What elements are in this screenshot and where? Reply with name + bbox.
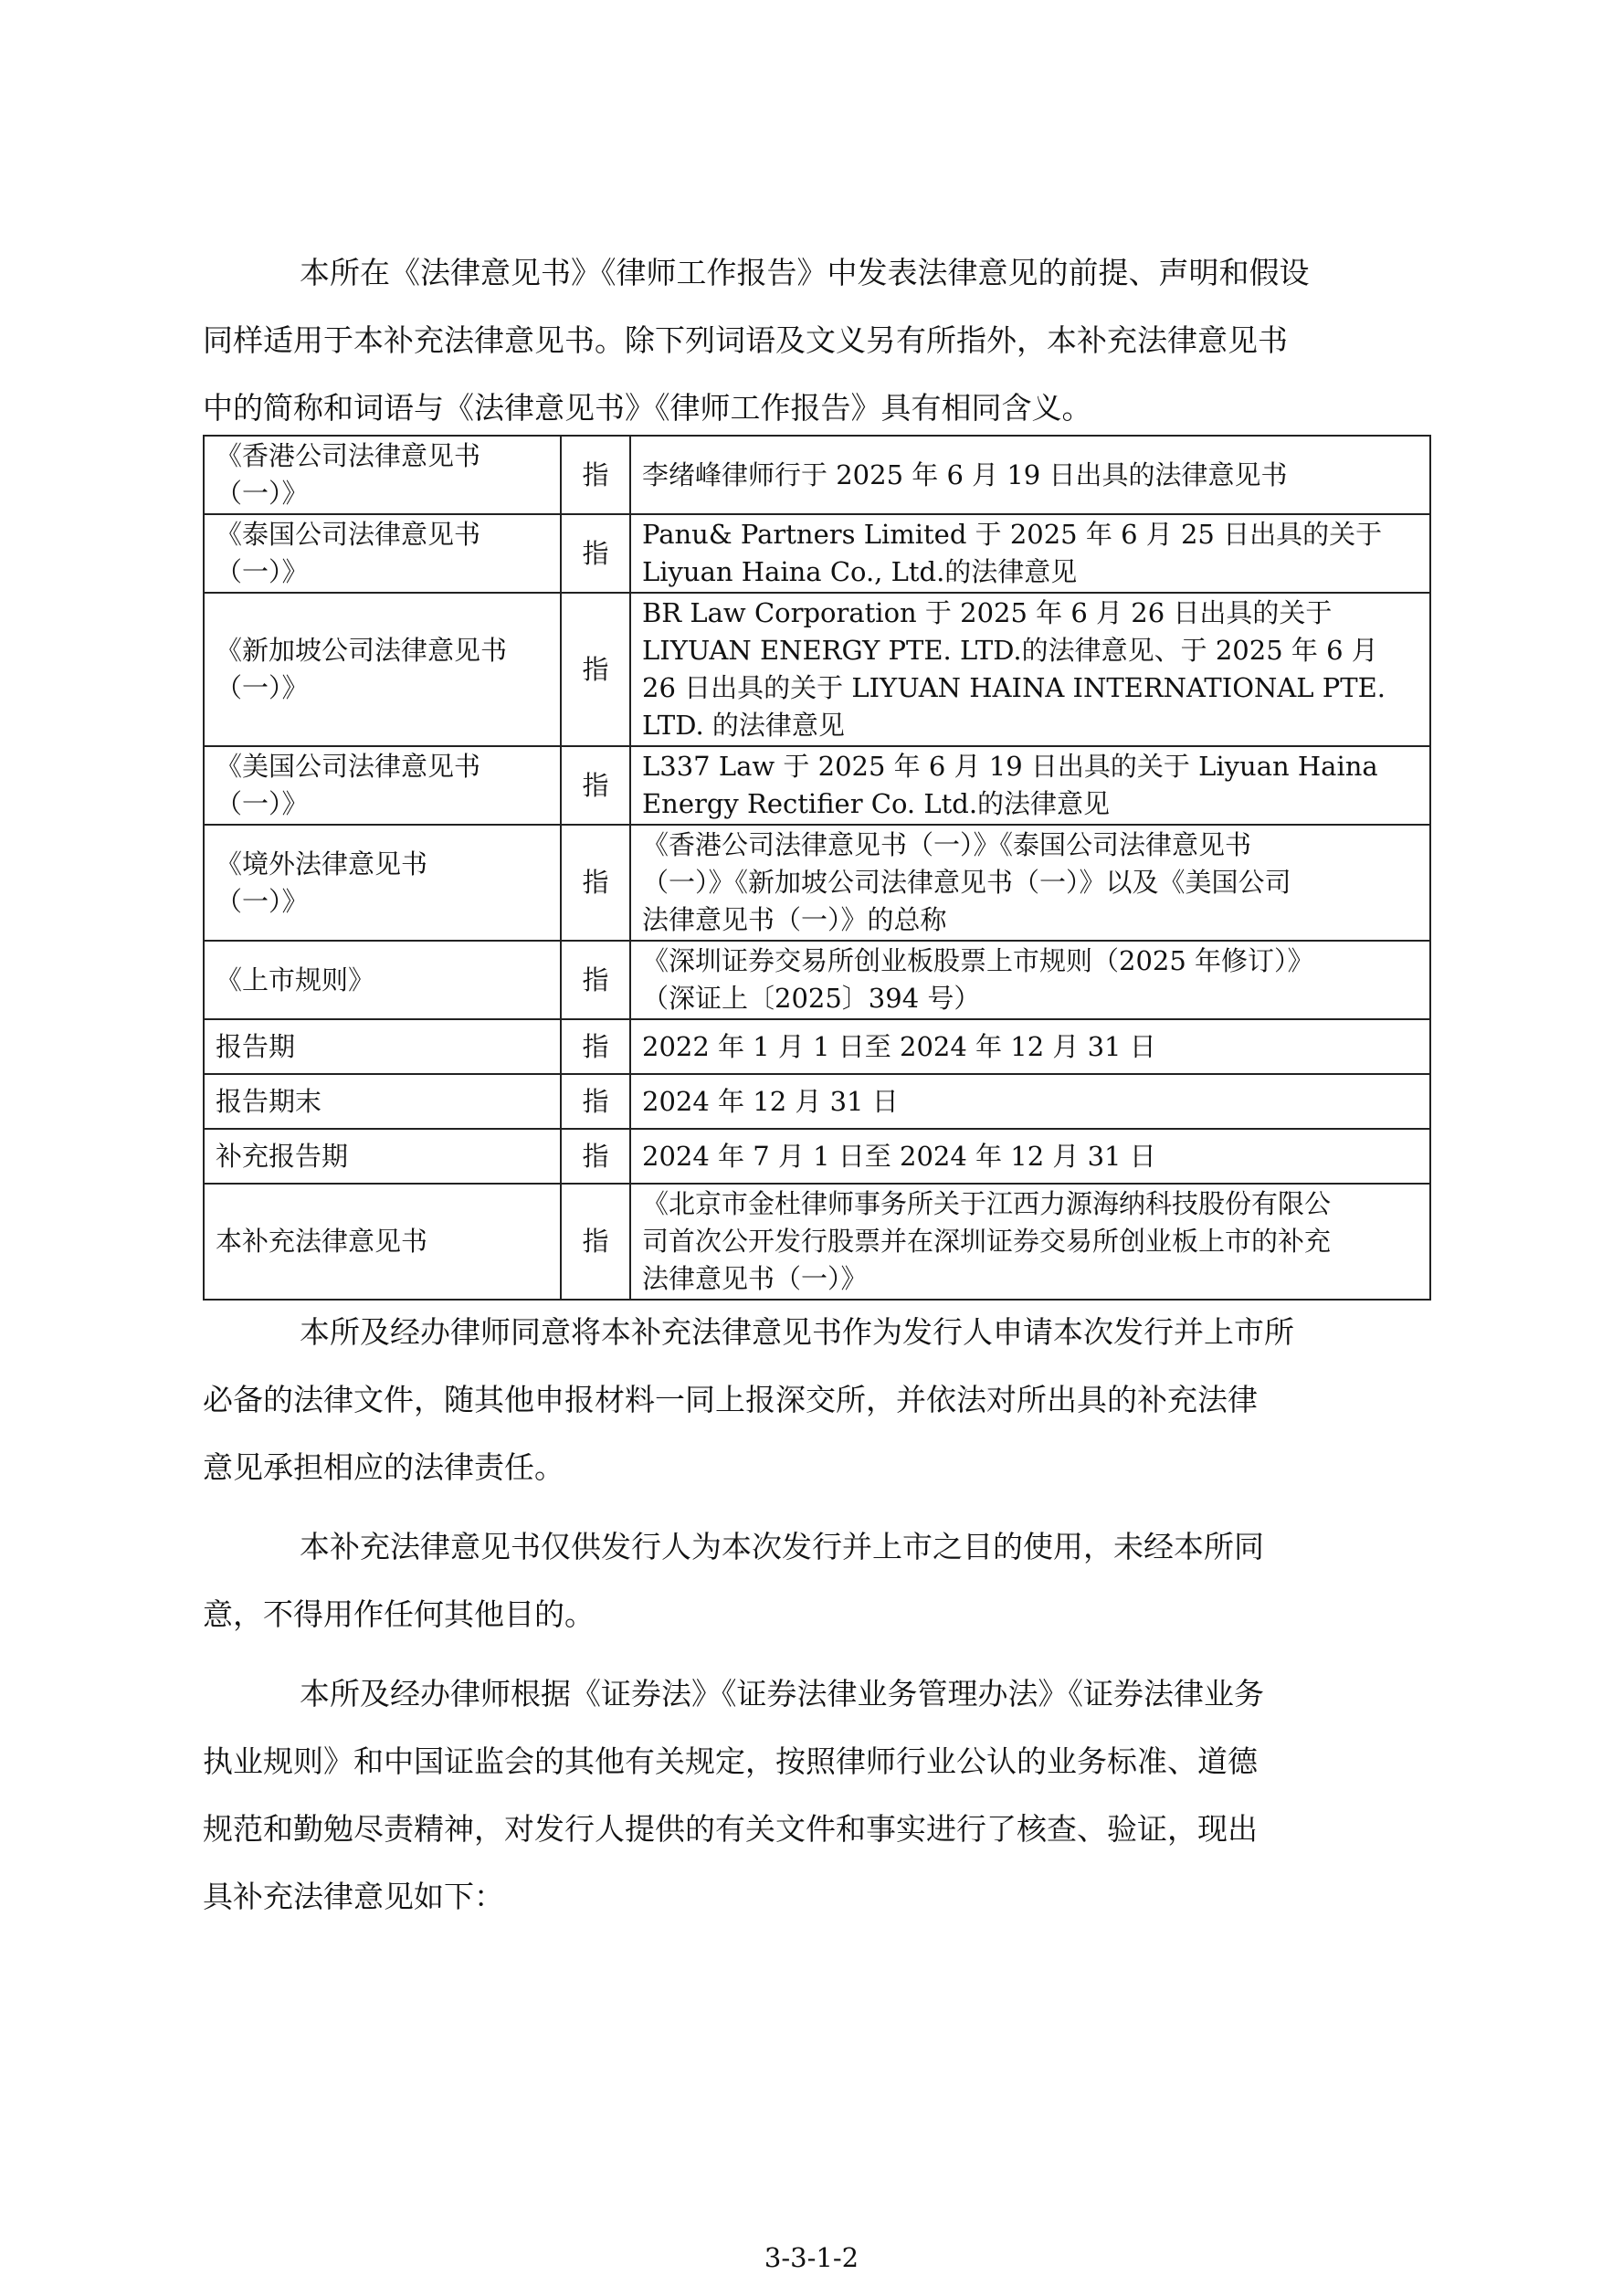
definition-row <box>204 1184 1430 1300</box>
text-line: 本所在《法律意见书》《律师工作报告》中发表法律意见的前提、声明和假设 <box>300 255 1310 290</box>
definitions-table <box>203 435 1431 1301</box>
definition-marker: 指 <box>561 436 630 514</box>
basis-paragraph <box>203 1660 1427 1931</box>
definition-row <box>204 1019 1430 1074</box>
text-line: 意见承担相应的法律责任。 <box>203 1449 564 1485</box>
definition-marker: 指 <box>561 941 630 1019</box>
definition-line: BR Law Corporation 于 2025 年 6 月 26 日出具的关于 <box>642 597 1333 628</box>
definition-text <box>630 1129 1430 1184</box>
definition-marker: 指 <box>561 1129 630 1184</box>
definition-line: 法律意见书（一）》的总称 <box>642 904 947 935</box>
term-line: 《泰国公司法律意见书 <box>216 519 481 550</box>
definition-row <box>204 1074 1430 1129</box>
definition-term <box>204 1184 561 1300</box>
definition-marker: 指 <box>561 746 630 825</box>
definition-line: 2024 年 12 月 31 日 <box>642 1085 899 1117</box>
definition-line: 司首次公开发行股票并在深圳证券交易所创业板上市的补充 <box>642 1226 1332 1257</box>
definition-text <box>630 1019 1430 1074</box>
text-line: 中的简称和词语与《法律意见书》《律师工作报告》具有相同含义。 <box>203 390 1092 426</box>
text-line: 同样适用于本补充法律意见书。除下列词语及文义另有所指外，本补充法律意见书 <box>203 322 1288 358</box>
term-line: （一）》 <box>216 556 309 587</box>
term-line: 《香港公司法律意见书 <box>216 440 481 471</box>
definition-line: Energy Rectifier Co. Ltd.的法律意见 <box>642 788 1111 819</box>
definition-line: LIYUAN ENERGY PTE. LTD.的法律意见、于 2025 年 6 月 <box>642 635 1378 666</box>
definition-row <box>204 593 1430 746</box>
text-line: 意，不得用作任何其他目的。 <box>203 1596 595 1632</box>
definition-line: （一）》《新加坡公司法律意见书（一）》以及《美国公司 <box>642 867 1291 898</box>
definition-term <box>204 746 561 825</box>
usage-paragraph <box>203 1513 1427 1648</box>
definition-term <box>204 941 561 1019</box>
term-line: 补充报告期 <box>216 1140 349 1172</box>
definition-line: 26 日出具的关于 LIYUAN HAINA INTERNATIONAL PTE. <box>642 672 1386 703</box>
definition-marker: 指 <box>561 1019 630 1074</box>
definition-marker: 指 <box>561 593 630 746</box>
term-line: （一）》 <box>216 885 309 917</box>
term-line: （一）》 <box>216 672 309 703</box>
term-line: 本补充法律意见书 <box>216 1226 428 1257</box>
definition-line: 《深圳证券交易所创业板股票上市规则（2025 年修订）》 <box>642 945 1314 976</box>
definition-marker: 指 <box>561 1074 630 1129</box>
definition-line: 2022 年 1 月 1 日至 2024 年 12 月 31 日 <box>642 1030 1156 1062</box>
definition-term <box>204 1074 561 1129</box>
definition-term <box>204 1129 561 1184</box>
definition-text <box>630 825 1430 941</box>
text-line: 执业规则》和中国证监会的其他有关规定，按照律师行业公认的业务标准、道德 <box>203 1743 1258 1779</box>
definition-marker: 指 <box>561 514 630 593</box>
definition-row <box>204 941 1430 1019</box>
term-line: （一）》 <box>216 478 309 509</box>
definition-row <box>204 746 1430 825</box>
definition-text <box>630 514 1430 593</box>
text-line: 具补充法律意见如下： <box>203 1879 504 1914</box>
intro-paragraph <box>203 239 1427 442</box>
text-line: 本所及经办律师根据《证券法》《证券法律业务管理办法》《证券法律业务 <box>300 1676 1264 1711</box>
definition-row <box>204 514 1430 593</box>
definition-row <box>204 1129 1430 1184</box>
definition-term <box>204 825 561 941</box>
definition-term <box>204 514 561 593</box>
definition-text <box>630 436 1430 514</box>
consent-paragraph <box>203 1299 1427 1501</box>
text-line: 本补充法律意见书仅供发行人为本次发行并上市之目的使用，未经本所同 <box>300 1529 1264 1564</box>
definition-line: 法律意见书（一）》 <box>642 1263 868 1294</box>
term-line: （一）》 <box>216 788 309 819</box>
text-line: 必备的法律文件，随其他申报材料一同上报深交所，并依法对所出具的补充法律 <box>203 1382 1258 1417</box>
definition-text <box>630 1074 1430 1129</box>
definition-text <box>630 746 1430 825</box>
definition-text <box>630 593 1430 746</box>
definition-line: L337 Law 于 2025 年 6 月 19 日出具的关于 Liyuan Haina <box>642 751 1378 782</box>
definition-row <box>204 436 1430 514</box>
definition-marker: 指 <box>561 1184 630 1300</box>
text-line: 规范和勤勉尽责精神，对发行人提供的有关文件和事实进行了核查、验证，现出 <box>203 1811 1258 1847</box>
term-line: 报告期 <box>216 1030 296 1062</box>
definition-text <box>630 941 1430 1019</box>
term-line: 《上市规则》 <box>216 964 375 995</box>
definition-line: （深证上〔2025〕394 号） <box>642 983 981 1014</box>
text-line: 本所及经办律师同意将本补充法律意见书作为发行人申请本次发行并上市所 <box>300 1314 1294 1350</box>
definition-marker: 指 <box>561 825 630 941</box>
definition-line: 《北京市金杜律师事务所关于江西力源海纳科技股份有限公 <box>642 1188 1332 1219</box>
definition-line: Liyuan Haina Co., Ltd.的法律意见 <box>642 556 1078 587</box>
page-number: 3-3-1-2 <box>764 2242 859 2273</box>
term-line: 报告期末 <box>216 1085 322 1117</box>
term-line: 《美国公司法律意见书 <box>216 751 481 782</box>
definition-term <box>204 593 561 746</box>
definition-line: LTD. 的法律意见 <box>642 710 845 741</box>
definition-text <box>630 1184 1430 1300</box>
definition-row <box>204 825 1430 941</box>
definition-line: 2024 年 7 月 1 日至 2024 年 12 月 31 日 <box>642 1140 1156 1172</box>
definition-line: 李绪峰律师行于 2025 年 6 月 19 日出具的法律意见书 <box>642 458 1288 490</box>
definition-term <box>204 1019 561 1074</box>
term-line: 《新加坡公司法律意见书 <box>216 635 508 666</box>
term-line: 《境外法律意见书 <box>216 848 428 879</box>
definition-line: Panu& Partners Limited 于 2025 年 6 月 25 日出具的关于 <box>642 519 1383 550</box>
definition-term <box>204 436 561 514</box>
definition-line: 《香港公司法律意见书（一）》《泰国公司法律意见书 <box>642 829 1252 860</box>
